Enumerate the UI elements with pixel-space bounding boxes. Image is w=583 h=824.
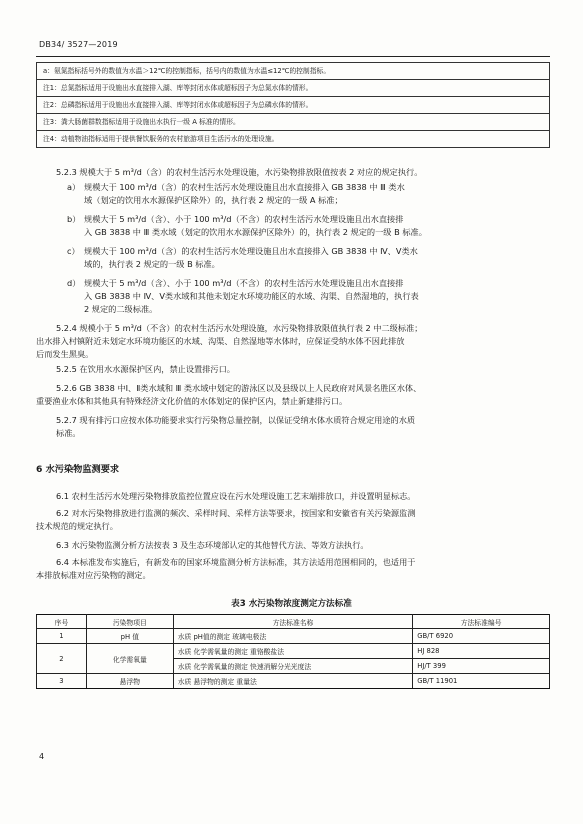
- cell-no: 1: [37, 629, 87, 644]
- clause-line: 后而发生黑臭。: [36, 349, 94, 360]
- note-3: 注3：粪大肠菌群数指标适用于设施出水执行一级 A 标准的情形。: [37, 114, 550, 131]
- table-row: [37, 644, 550, 659]
- cell-method-name: 水质 化学需氧量的测定 快速消解分光光度法: [173, 659, 412, 674]
- item-line: 域的，执行表 2 规定的一级 B 标准。: [84, 259, 220, 270]
- col-header: 方法标准名称: [173, 615, 412, 629]
- clause-5-2-3-item-b: [67, 213, 541, 239]
- col-header: 序号: [37, 615, 87, 629]
- section-6-heading: 6 水污染物监测要求: [36, 464, 120, 475]
- cell-method-code: HJ 828: [413, 644, 550, 659]
- col-header: 污染物项目: [86, 615, 173, 629]
- cell-method-name: 水质 悬浮物的测定 重量法: [173, 674, 412, 689]
- note-4: 注4：动植物油指标适用于提供餐饮服务的农村旅游项目生活污水的处理设施。: [37, 131, 550, 148]
- clause-6-1: 6.1 农村生活污水处理污染物排放监控位置应设在污水处理设施工艺末端排放口，并设置明显标志。: [56, 491, 416, 501]
- item-mark: d）: [67, 278, 81, 288]
- item-mark: c）: [67, 246, 80, 256]
- cell-method-code: GB/T 6920: [413, 629, 550, 644]
- clause-6-2: [36, 507, 550, 533]
- clause-5-2-3-item-a: [67, 181, 541, 207]
- page-number: 4: [39, 752, 45, 761]
- item-line: 规模大于 100 m³/d（含）的农村生活污水处理设施且出水直接排入 GB 3838 中 Ⅲ 类水: [84, 182, 405, 192]
- table3-title: 表3 水污染物浓度测定方法标准: [231, 599, 352, 609]
- item-line: 规模大于 5 m³/d（含）、小于 100 m³/d（不含）的农村生活污水处理设施且出水直接排: [84, 278, 404, 288]
- note-2: 注2：总磷指标适用于设施出水直接排入湖、库等封闭水体或超标因子为总磷水体的情形。: [37, 97, 550, 114]
- clause-line: 6.4 本标准发布实施后，有新发布的国家环境监测分析方法标准，其方法适用范围相同的，也适用于: [56, 557, 416, 567]
- cell-method-code: GB/T 11901: [413, 674, 550, 689]
- cell-item: pH 值: [86, 629, 173, 644]
- item-mark: b）: [67, 214, 81, 224]
- clause-line: 出水排入村镇附近未划定水环境功能区的水域、沟渠、自然湿地等水体时，应保证受纳水体不因此排放: [36, 336, 405, 347]
- clause-5-2-5: 5.2.5 在饮用水水源保护区内，禁止设置排污口。: [56, 364, 235, 374]
- clause-line: 5.2.7 现有排污口应按水体功能要求实行污染物总量控制，以保证受纳水体水质符合规定用途的水质: [56, 415, 416, 425]
- note-a: a：氨氮指标括号外的数值为水温＞12℃的控制指标，括号内的数值为水温≤12℃的控制指标。: [37, 63, 550, 80]
- table2-notes: [36, 62, 550, 148]
- cell-no: 3: [37, 674, 87, 689]
- clause-5-2-3-item-c: [67, 245, 541, 271]
- clause-line: 重要渔业水体和其他具有特殊经济文化价值的水体划定的保护区内，禁止新建排污口。: [36, 396, 348, 407]
- item-line: 入 GB 3838 中 Ⅳ、Ⅴ类水域和其他未划定水环境功能区的水域、沟渠、自然湿地的，执行表: [84, 291, 419, 302]
- clause-5-2-3-item-d: [67, 277, 541, 317]
- item-mark: a）: [67, 182, 81, 192]
- cell-method-name: 水质 化学需氧量的测定 重铬酸盐法: [173, 644, 412, 659]
- item-line: 2 规定的二级标准。: [84, 304, 158, 315]
- cell-no: 2: [37, 644, 87, 674]
- clause-line: 技术规范的规定执行。: [36, 521, 118, 532]
- item-line: 规模大于 5 m³/d（含）、小于 100 m³/d（不含）的农村生活污水处理设施且出水直接排: [84, 214, 404, 224]
- table-row: [37, 674, 550, 689]
- header-rule: [36, 56, 550, 57]
- clause-line: 6.2 对水污染物排放进行监测的频次、采样时间、采样方法等要求，按国家和安徽省有关污染源监测: [56, 508, 416, 518]
- cell-item: 化学需氧量: [86, 644, 173, 674]
- clause-line: 本排放标准对应污染物的测定。: [36, 570, 151, 581]
- clause-5-2-3: 5.2.3 规模大于 5 m³/d（含）的农村生活污水处理设施，水污染物排放限值按表 2 对应的规定执行。: [56, 167, 423, 177]
- cell-method-name: 水质 pH值的测定 玻璃电极法: [173, 629, 412, 644]
- item-line: 规模大于 100 m³/d（含）的农村生活污水处理设施且出水直接排入 GB 3838 中 Ⅳ、Ⅴ类水: [84, 246, 418, 256]
- note-1: 注1：总氮指标适用于设施出水直接排入湖、库等封闭水体或超标因子为总氮水体的情形。: [37, 80, 550, 97]
- cell-method-code: HJ/T 399: [413, 659, 550, 674]
- clause-line: 5.2.6 GB 3838 中Ⅰ、Ⅱ类水域和 Ⅲ 类水域中划定的游泳区以及县级以上人民政府对风景名胜区水体、: [56, 383, 422, 393]
- clause-5-2-7: [36, 414, 550, 440]
- table-header-row: [37, 615, 550, 629]
- cell-item: 悬浮物: [86, 674, 173, 689]
- item-line: 入 GB 3838 中 Ⅲ 类水域（划定的饮用水水源保护区除外）的，执行表 2 规定的一级 B 标准。: [84, 227, 427, 238]
- col-header: 方法标准编号: [413, 615, 550, 629]
- table3: [36, 614, 550, 689]
- table-row: [37, 629, 550, 644]
- standard-code: DB34/ 3527—2019: [39, 40, 118, 49]
- clause-5-2-6: [36, 382, 550, 408]
- clause-line: 标准。: [56, 428, 81, 439]
- item-line: 域（划定的饮用水水源保护区除外）的，执行表 2 规定的一级 A 标准；: [84, 195, 343, 206]
- clause-5-2-4: [36, 322, 550, 362]
- clause-6-4: [36, 556, 550, 582]
- clause-6-3: 6.3 水污染物监测分析方法按表 3 及生态环境部认定的其他替代方法、等效方法执行。: [56, 540, 369, 550]
- clause-line: 5.2.4 规模小于 5 m³/d（不含）的农村生活污水处理设施，水污染物排放限值执行表 2 中二级标准；: [56, 323, 423, 333]
